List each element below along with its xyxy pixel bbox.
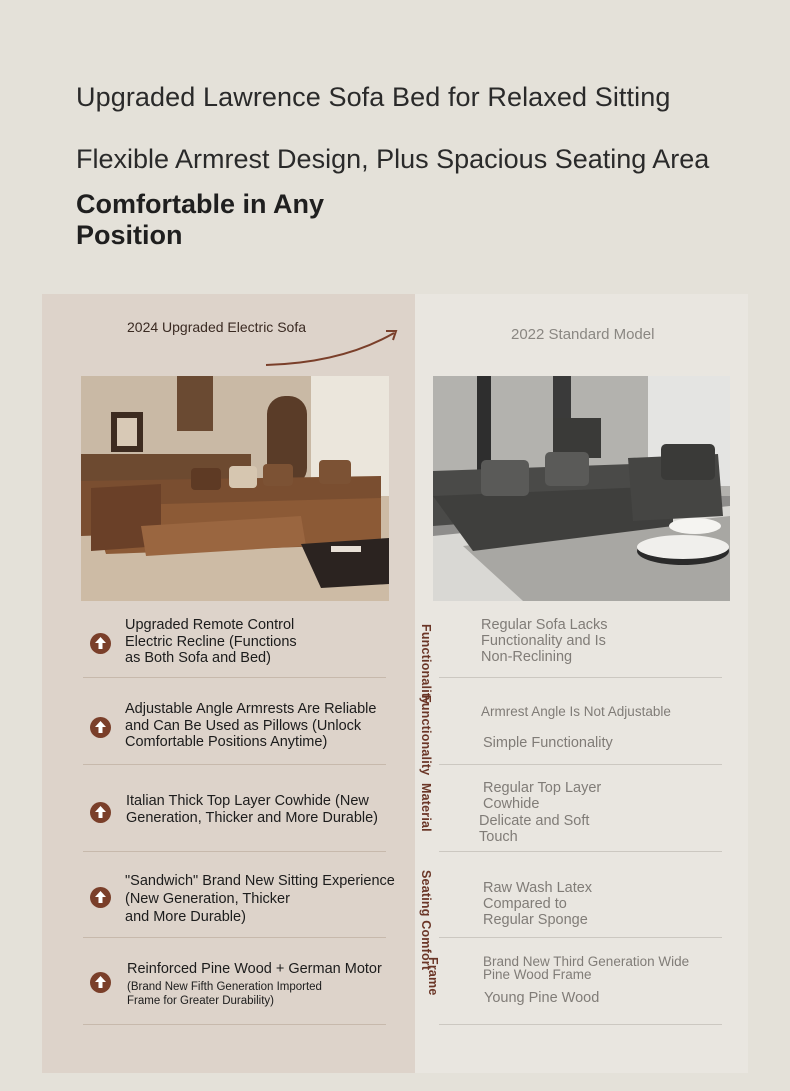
right-row-5-text-b: Young Pine Wood (484, 990, 600, 1006)
arrow-up-circle-icon (90, 887, 111, 908)
headline-line1: Upgraded Lawrence Sofa Bed for Relaxed Sitting (76, 82, 671, 112)
left-row-5-subtext: (Brand New Fifth Generation Imported Frame for Greater Durability) (127, 981, 322, 1007)
category-label-seating-comfort: Seating Comfort (419, 870, 433, 971)
category-label-frame: Frame (426, 957, 440, 996)
left-row-3-text: Italian Thick Top Layer Cowhide (New Generation, Thicker and More Durable) (126, 793, 378, 826)
right-column-header: 2022 Standard Model (511, 326, 655, 343)
headline-line2: Flexible Armrest Design, Plus Spacious Seating Area (76, 144, 710, 174)
left-column-header: 2024 Upgraded Electric Sofa (127, 319, 306, 335)
right-row-3-text-a: Regular Top Layer Cowhide (483, 780, 602, 812)
left-row-4-text: "Sandwich" Brand New Sitting Experience (New Generation, Thicker and More Durable) (125, 873, 395, 925)
left-row-2-text: Adjustable Angle Armrests Are Reliable and Can Be Used as Pillows (Unlock Comfortable Positions Anytime) (125, 701, 377, 750)
headline-line3: Comfortable in Any Position (76, 189, 325, 250)
right-row-divider (439, 938, 722, 1025)
right-row-5-text-a: Brand New Third Generation Wide Pine Wood Frame (483, 954, 690, 982)
right-row-2-text-b: Simple Functionality (483, 735, 613, 751)
right-row-3-text-b: Delicate and Soft Touch (479, 813, 590, 845)
category-label-material: Material (419, 783, 433, 832)
left-row-5-text: Reinforced Pine Wood + German Motor (127, 961, 382, 977)
arrow-up-circle-icon (90, 802, 111, 823)
arrow-up-circle-icon (90, 972, 111, 993)
arrow-up-circle-icon (90, 717, 111, 738)
curved-arrow-icon (262, 325, 402, 370)
category-label-functionality-2: Functionality (419, 695, 433, 776)
right-row-divider (439, 678, 722, 765)
category-label-functionality-1: Functionality (419, 624, 433, 705)
standard-sofa-photo (433, 376, 730, 601)
right-row-1-text: Regular Sofa Lacks Functionality and Is Non-Reclining (481, 617, 608, 665)
upgraded-sofa-photo (81, 376, 389, 601)
right-row-2-text-a: Armrest Angle Is Not Adjustable (481, 704, 671, 719)
right-row-4-text: Raw Wash Latex Compared to Regular Sponge (483, 880, 593, 928)
arrow-up-circle-icon (90, 633, 111, 654)
left-row-1-text: Upgraded Remote Control Electric Recline (Functions as Both Sofa and Bed) (125, 617, 297, 666)
